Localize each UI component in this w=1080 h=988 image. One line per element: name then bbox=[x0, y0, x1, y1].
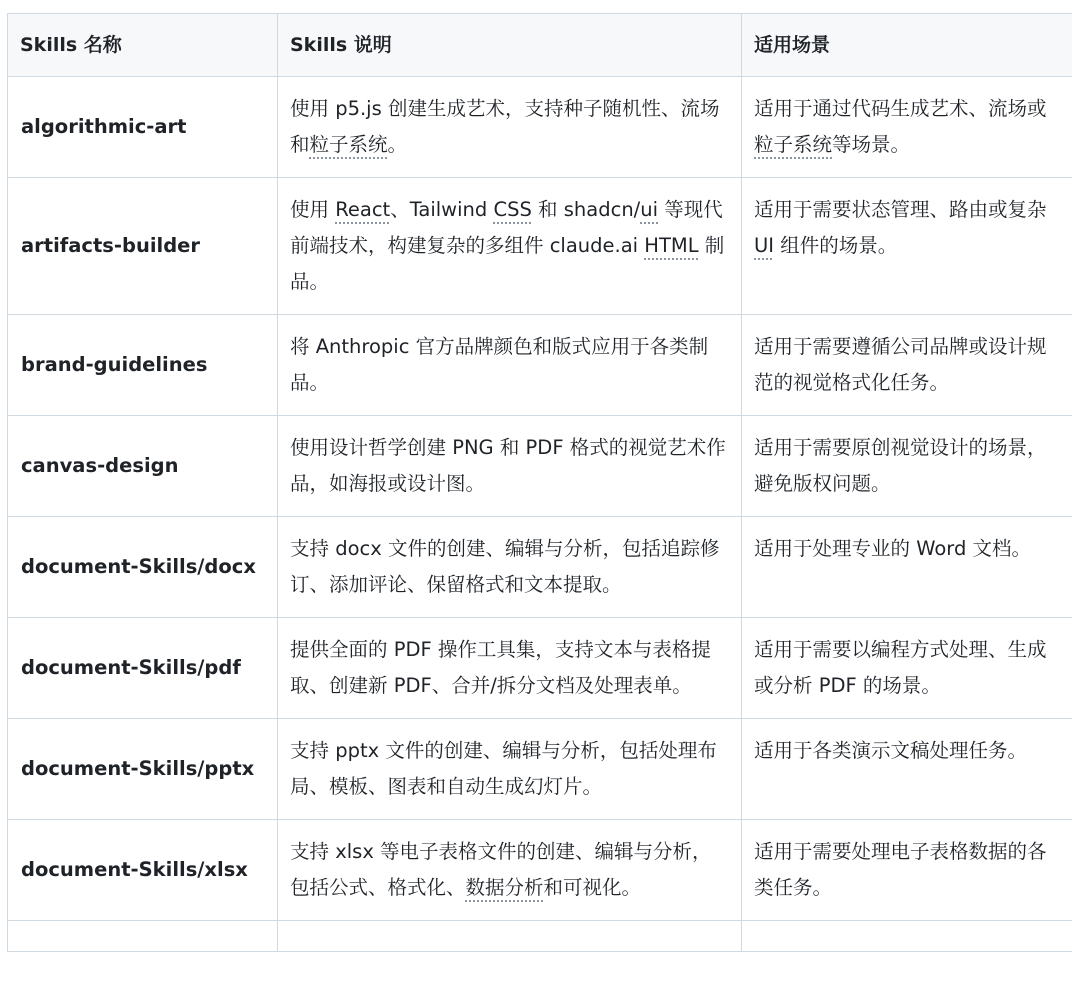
table-row bbox=[8, 416, 1073, 517]
abbreviation-term: 粒子系统 bbox=[309, 133, 388, 156]
header-use-case: 适用场景 bbox=[742, 14, 1073, 77]
use-case-cell: 适用于通过代码生成艺术、流场或粒子系统等场景。 bbox=[742, 77, 1073, 178]
skill-name-cell: algorithmic-art bbox=[8, 77, 278, 178]
skill-name-cell: canvas-design bbox=[8, 416, 278, 517]
skill-description-cell: 支持 pptx 文件的创建、编辑与分析，包括处理布局、模板、图表和自动生成幻灯片。 bbox=[278, 719, 742, 820]
skill-name-cell: brand-guidelines bbox=[8, 315, 278, 416]
use-case-cell: 适用于需要处理电子表格数据的各类任务。 bbox=[742, 820, 1073, 921]
table-row bbox=[8, 517, 1073, 618]
use-case-cell: 适用于需要以编程方式处理、生成或分析 PDF 的场景。 bbox=[742, 618, 1073, 719]
use-case-cell: 适用于处理专业的 Word 文档。 bbox=[742, 517, 1073, 618]
skill-name-cell: artifacts-builder bbox=[8, 178, 278, 315]
skill-description-cell: 提供全面的 PDF 操作工具集，支持文本与表格提取、创建新 PDF、合并/拆分文档及处理表单。 bbox=[278, 618, 742, 719]
table-row bbox=[8, 719, 1073, 820]
skills-table bbox=[7, 13, 1072, 952]
use-case-cell: 适用于各类演示文稿处理任务。 bbox=[742, 719, 1073, 820]
skill-description-cell: 使用设计哲学创建 PNG 和 PDF 格式的视觉艺术作品，如海报或设计图。 bbox=[278, 416, 742, 517]
abbreviation-term: HTML bbox=[644, 234, 699, 257]
empty-cell bbox=[278, 921, 742, 952]
table-row bbox=[8, 820, 1073, 921]
table-row bbox=[8, 178, 1073, 315]
abbreviation-term: CSS bbox=[493, 198, 532, 221]
skill-name-cell: document-Skills/pptx bbox=[8, 719, 278, 820]
use-case-cell: 适用于需要状态管理、路由或复杂 UI 组件的场景。 bbox=[742, 178, 1073, 315]
empty-cell bbox=[742, 921, 1073, 952]
skill-description-cell: 使用 React、Tailwind CSS 和 shadcn/ui 等现代前端技术，构建复杂的多组件 claude.ai HTML 制品。 bbox=[278, 178, 742, 315]
table-row bbox=[8, 618, 1073, 719]
skill-description-cell: 将 Anthropic 官方品牌颜色和版式应用于各类制品。 bbox=[278, 315, 742, 416]
table-header-row bbox=[8, 14, 1073, 77]
skill-name-cell: document-Skills/xlsx bbox=[8, 820, 278, 921]
header-skill-name: Skills 名称 bbox=[8, 14, 278, 77]
skill-name-cell: document-Skills/docx bbox=[8, 517, 278, 618]
use-case-cell: 适用于需要遵循公司品牌或设计规范的视觉格式化任务。 bbox=[742, 315, 1073, 416]
table-row bbox=[8, 77, 1073, 178]
table-body bbox=[8, 77, 1073, 952]
skill-description-cell: 支持 xlsx 等电子表格文件的创建、编辑与分析，包括公式、格式化、数据分析和可视化。 bbox=[278, 820, 742, 921]
skill-name-cell: document-Skills/pdf bbox=[8, 618, 278, 719]
abbreviation-term: React bbox=[335, 198, 391, 221]
table-row bbox=[8, 315, 1073, 416]
abbreviation-term: 粒子系统 bbox=[754, 133, 833, 156]
table-row-partial bbox=[8, 921, 1073, 952]
abbreviation-term: ui bbox=[640, 198, 659, 221]
abbreviation-term: UI bbox=[754, 234, 775, 257]
skill-description-cell: 支持 docx 文件的创建、编辑与分析，包括追踪修订、添加评论、保留格式和文本提取。 bbox=[278, 517, 742, 618]
skill-description-cell: 使用 p5.js 创建生成艺术，支持种子随机性、流场和粒子系统。 bbox=[278, 77, 742, 178]
skills-table-container bbox=[7, 13, 1072, 988]
abbreviation-term: 数据分析 bbox=[465, 876, 544, 899]
header-skill-description: Skills 说明 bbox=[278, 14, 742, 77]
use-case-cell: 适用于需要原创视觉设计的场景，避免版权问题。 bbox=[742, 416, 1073, 517]
empty-cell bbox=[8, 921, 278, 952]
